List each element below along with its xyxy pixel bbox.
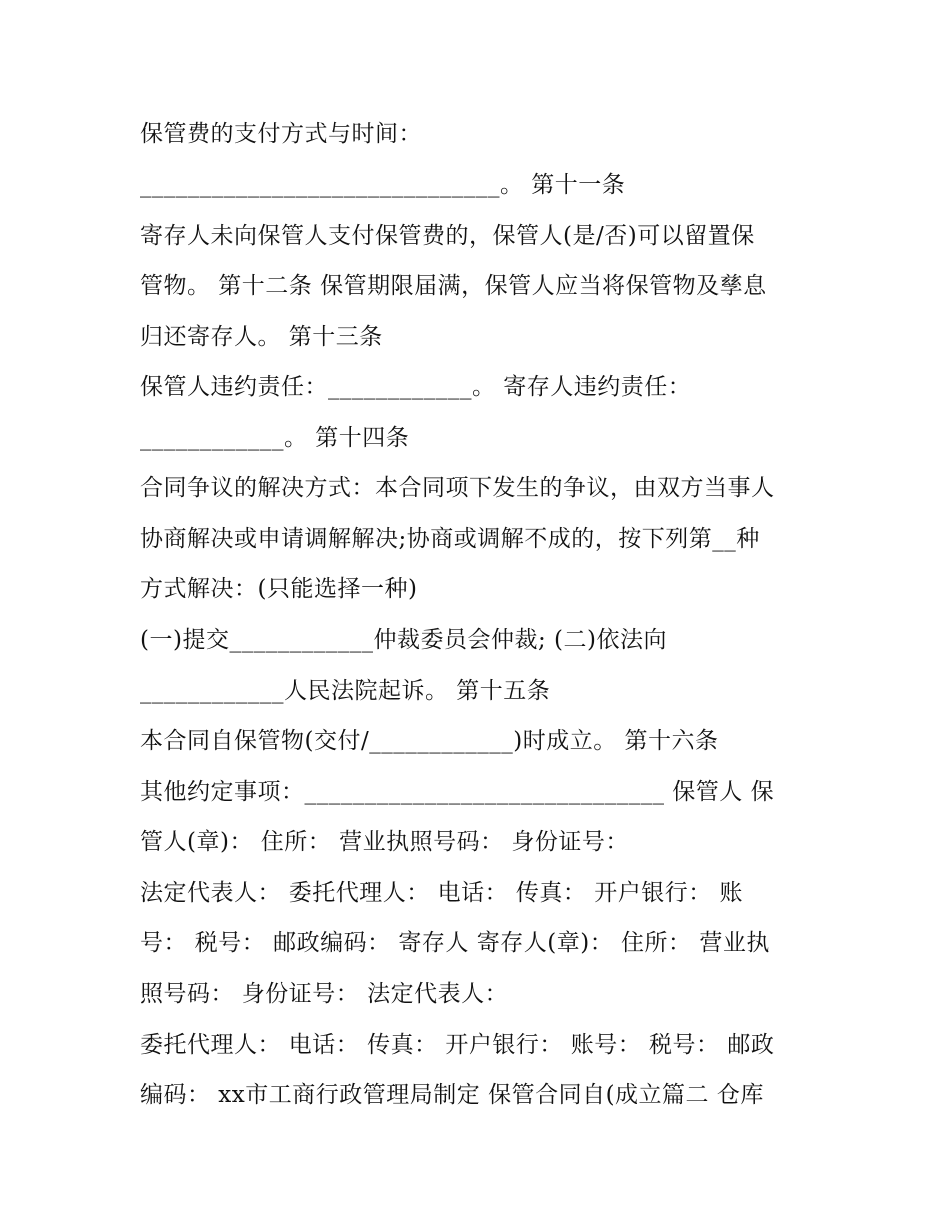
- text-line: 归还寄存人。 第十三条: [140, 324, 383, 350]
- text-line: 委托代理人： 电话： 传真： 开户银行： 账号： 税号： 邮政: [140, 1032, 775, 1058]
- text-line: 管物。 第十二条 保管期限届满，保管人应当将保管物及孳息: [140, 273, 767, 299]
- text-line: 寄存人未向保管人支付保管费的，保管人(是/否)可以留置保: [140, 223, 755, 249]
- text-line: 其他约定事项：______________________________ 保管人 保: [140, 779, 775, 805]
- text-line: (一)提交____________仲裁委员会仲裁; (二)依法向: [140, 627, 667, 653]
- text-line: 方式解决：(只能选择一种): [140, 576, 418, 602]
- text-line: 合同争议的解决方式：本合同项下发生的争议，由双方当事人: [140, 475, 775, 501]
- text-line: 编码： xx市工商行政管理局制定 保管合同自(成立篇二 仓库: [140, 1082, 764, 1108]
- text-line: ______________________________。 第十一条: [140, 172, 626, 198]
- text-line: 保管人违约责任：____________。 寄存人违约责任：: [140, 374, 692, 400]
- text-line: 管人(章)： 住所： 营业执照号码： 身份证号：: [140, 829, 629, 855]
- text-line: 保管费的支付方式与时间：: [140, 121, 422, 147]
- text-line: 本合同自保管物(交付/____________)时成立。 第十六条: [140, 728, 719, 754]
- text-line: 号： 税号： 邮政编码： 寄存人 寄存人(章)： 住所： 营业执: [140, 930, 770, 956]
- text-line: ____________人民法院起诉。 第十五条: [140, 678, 551, 704]
- text-line: ____________。 第十四条: [140, 425, 410, 451]
- text-line: 照号码： 身份证号： 法定代表人：: [140, 981, 509, 1007]
- text-line: 法定代表人： 委托代理人： 电话： 传真： 开户银行： 账: [140, 880, 744, 906]
- text-line: 协商解决或申请调解解决;协商或调解不成的，按下列第__种: [140, 526, 760, 552]
